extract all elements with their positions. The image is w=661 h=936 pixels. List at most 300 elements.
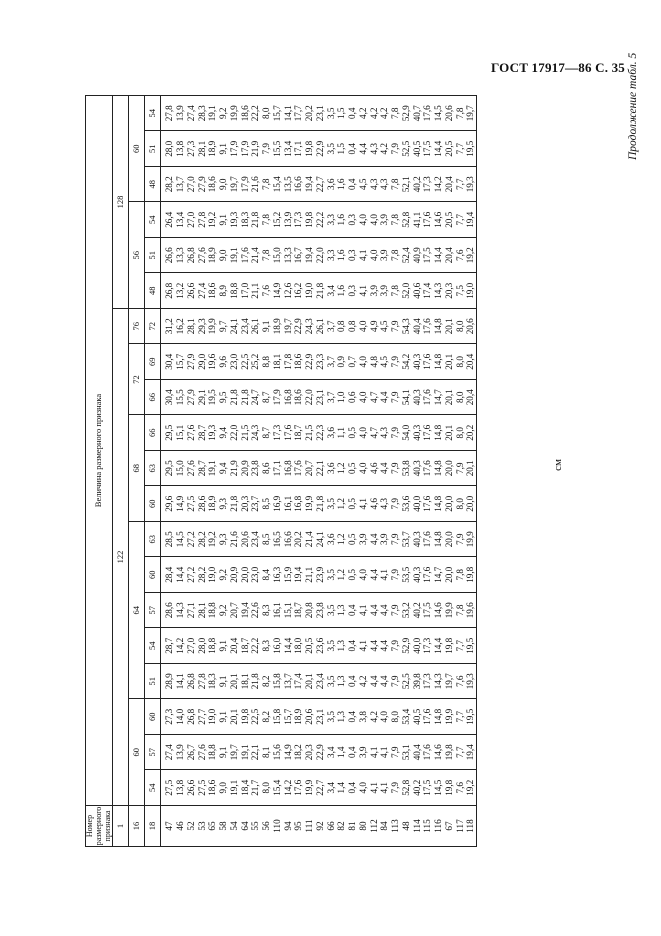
- data-column: [161, 309, 477, 345]
- table-top-caption: Величина размерного признака: [86, 96, 113, 806]
- table-cell: 9,1: [218, 640, 229, 652]
- table-cell: 27,5: [164, 779, 175, 796]
- table-cell: 14,9: [175, 495, 186, 512]
- table-cell: 7,9: [390, 143, 401, 155]
- table-cell: 3,9: [379, 249, 390, 261]
- table-cell: 21,9: [228, 460, 239, 477]
- table-cell: 28,6: [196, 495, 207, 512]
- table-cell: 18,9: [293, 708, 304, 725]
- table-cell: 0,8: [336, 320, 347, 332]
- row-header-title: Номер размерного признака: [85, 806, 112, 846]
- table-cell: 0,9: [336, 356, 347, 368]
- column-header: 60: [145, 699, 161, 735]
- row-number: 95: [293, 821, 304, 831]
- table-cell: 21,8: [250, 673, 261, 690]
- table-cell: 27,8: [164, 105, 175, 122]
- table-cell: 8,9: [218, 285, 229, 297]
- table-cell: 7,8: [454, 569, 465, 581]
- table-cell: 4,3: [379, 427, 390, 439]
- table-cell: 4,9: [368, 320, 379, 332]
- table-cell: 0,4: [347, 143, 358, 155]
- table-cell: 4,4: [368, 640, 379, 652]
- table-cell: 3,4: [325, 285, 336, 297]
- table-cell: 0,5: [347, 498, 358, 510]
- table-cell: 23,7: [250, 495, 261, 512]
- table-cell: 7,9: [390, 427, 401, 439]
- table-cell: 1,5: [336, 143, 347, 155]
- table-cell: 23,1: [314, 389, 325, 406]
- subgroup-128-56: 56: [129, 202, 145, 309]
- table-cell: 8,7: [261, 427, 272, 439]
- table-cell: 4,0: [357, 569, 368, 581]
- table-cell: 17,6: [422, 495, 433, 512]
- table-cell: 19,5: [465, 637, 476, 654]
- row-number-column: [161, 806, 477, 847]
- table-cell: 24,7: [250, 389, 261, 406]
- table-cell: 7,9: [390, 391, 401, 403]
- table-cell: 9,1: [261, 320, 272, 332]
- table-cell: 27,2: [185, 566, 196, 583]
- subgroup-122-60: 60: [129, 699, 145, 806]
- table-cell: 4,2: [379, 143, 390, 155]
- table-cell: 17,0: [239, 282, 250, 299]
- table-cell: 52,1: [400, 176, 411, 193]
- table-cell: 9,3: [218, 498, 229, 510]
- table-cell: 7,9: [390, 462, 401, 474]
- table-cell: 17,6: [239, 247, 250, 264]
- table-cell: 3,9: [368, 285, 379, 297]
- table-cell: 8,0: [454, 498, 465, 510]
- table-cell: 17,9: [239, 176, 250, 193]
- table-cell: 4,2: [368, 107, 379, 119]
- table-cell: 29,6: [164, 495, 175, 512]
- table-cell: 17,6: [422, 318, 433, 335]
- table-cell: 9,1: [218, 675, 229, 687]
- table-cell: 18,8: [228, 282, 239, 299]
- table-cell: 8,6: [261, 462, 272, 474]
- table-cell: 19,4: [304, 176, 315, 193]
- table-cell: 22,0: [304, 389, 315, 406]
- row-number: 48: [400, 821, 411, 831]
- table-cell: 3,3: [325, 214, 336, 226]
- table-cell: 22,1: [314, 460, 325, 477]
- table-cell: 9,4: [218, 462, 229, 474]
- table-cell: 9,1: [218, 746, 229, 758]
- table-cell: 8,7: [261, 391, 272, 403]
- table-cell: 14,5: [433, 779, 444, 796]
- table-cell: 13,2: [175, 282, 186, 299]
- table-cell: 21,8: [314, 495, 325, 512]
- row-number: 53: [196, 821, 207, 831]
- table-cell: 4,1: [379, 782, 390, 794]
- table-cell: 27,0: [185, 211, 196, 228]
- table-cell: 14,3: [433, 282, 444, 299]
- subgroup-122-64: 64: [129, 522, 145, 700]
- table-cell: 4,4: [379, 640, 390, 652]
- table-cell: 27,6: [196, 247, 207, 264]
- table-cell: 53,6: [400, 495, 411, 512]
- table-cell: 20,7: [304, 460, 315, 477]
- table-cell: 7,8: [454, 604, 465, 616]
- table-cell: 17,6: [422, 211, 433, 228]
- table-cell: 19,8: [443, 637, 454, 654]
- table-cell: 0,5: [347, 569, 358, 581]
- table-cell: 27,4: [164, 744, 175, 761]
- table-cell: 23,3: [314, 353, 325, 370]
- table-cell: 40,2: [411, 779, 422, 796]
- table-cell: 20,0: [443, 566, 454, 583]
- table-cell: 21,8: [250, 211, 261, 228]
- table-cell: 18,2: [293, 744, 304, 761]
- table-cell: 19,3: [465, 673, 476, 690]
- table-cell: 18,6: [293, 389, 304, 406]
- table-cell: 53,1: [400, 744, 411, 761]
- table-cell: 19,8: [239, 708, 250, 725]
- table-cell: 27,5: [185, 495, 196, 512]
- table-cell: 7,7: [454, 746, 465, 758]
- table-cell: 17,3: [422, 176, 433, 193]
- table-cell: 23,6: [314, 637, 325, 654]
- table-cell: 21,6: [228, 531, 239, 548]
- table-cell: 23,8: [250, 460, 261, 477]
- table-cell: 3,7: [325, 320, 336, 332]
- table-cell: 15,7: [271, 105, 282, 122]
- table-cell: 23,1: [314, 708, 325, 725]
- table-cell: 24,1: [228, 318, 239, 335]
- table-cell: 4,0: [357, 356, 368, 368]
- table-cell: 28,1: [196, 140, 207, 157]
- data-column: [161, 593, 477, 629]
- table-cell: 19,7: [228, 176, 239, 193]
- table-cell: 14,4: [433, 637, 444, 654]
- table-cell: 14,8: [433, 318, 444, 335]
- table-cell: 20,0: [443, 495, 454, 512]
- table-cell: 4,4: [368, 533, 379, 545]
- table-cell: 19,1: [207, 105, 218, 122]
- table-cell: 7,6: [454, 249, 465, 261]
- table-cell: 21,5: [239, 424, 250, 441]
- table-cell: 19,0: [207, 566, 218, 583]
- table-cell: 4,4: [379, 391, 390, 403]
- table-cell: 0,3: [347, 249, 358, 261]
- table-cell: 19,8: [304, 211, 315, 228]
- table-cell: 14,5: [175, 531, 186, 548]
- table-cell: 53,4: [400, 708, 411, 725]
- table-cell: 28,1: [196, 602, 207, 619]
- table-cell: 3,5: [325, 675, 336, 687]
- table-cell: 27,3: [164, 708, 175, 725]
- row-number: 52: [185, 821, 196, 831]
- subgroup-122-68: 68: [129, 415, 145, 522]
- subgroup-128-60: 60: [129, 96, 145, 203]
- row-number: 92: [314, 821, 325, 831]
- table-cell: 20,4: [465, 353, 476, 370]
- table-cell: 18,8: [207, 744, 218, 761]
- table-cell: 17,6: [422, 460, 433, 477]
- table-cell: 20,1: [443, 424, 454, 441]
- table-cell: 14,4: [282, 637, 293, 654]
- table-cell: 30,4: [164, 353, 175, 370]
- table-cell: 13,8: [175, 140, 186, 157]
- table-cell: 4,3: [379, 178, 390, 190]
- table-cell: 19,9: [207, 318, 218, 335]
- table-cell: 40,6: [411, 282, 422, 299]
- data-column: [161, 131, 477, 167]
- table-cell: 29,5: [164, 424, 175, 441]
- table-cell: 7,8: [454, 107, 465, 119]
- table-cell: 0,4: [347, 746, 358, 758]
- table-cell: 52,9: [400, 637, 411, 654]
- column-header: 51: [145, 238, 161, 274]
- table-cell: 14,5: [433, 105, 444, 122]
- row-number: 114: [411, 819, 422, 833]
- table-cell: 28,4: [164, 566, 175, 583]
- table-cell: 3,6: [325, 462, 336, 474]
- table-cell: 0,6: [347, 391, 358, 403]
- table-cell: 52,4: [400, 247, 411, 264]
- table-cell: 28,9: [164, 673, 175, 690]
- table-cell: 13,3: [175, 247, 186, 264]
- table-cell: 0,4: [347, 711, 358, 723]
- table-cell: 26,6: [185, 282, 196, 299]
- table-cell: 19,3: [207, 424, 218, 441]
- table-cell: 3,5: [325, 640, 336, 652]
- table-cell: 14,9: [271, 282, 282, 299]
- table-cell: 17,8: [282, 353, 293, 370]
- table-cell: 18,3: [239, 211, 250, 228]
- table-cell: 4,1: [357, 249, 368, 261]
- table-cell: 21,4: [250, 247, 261, 264]
- table-cell: 21,1: [304, 566, 315, 583]
- table-cell: 3,4: [325, 746, 336, 758]
- row-number: 67: [443, 821, 454, 831]
- table-cell: 19,6: [465, 602, 476, 619]
- table-cell: 4,4: [357, 143, 368, 155]
- table-cell: 14,6: [433, 744, 444, 761]
- table-cell: 26,1: [250, 318, 261, 335]
- table-cell: 22,5: [250, 708, 261, 725]
- table-cell: 22,5: [239, 353, 250, 370]
- table-cell: 14,7: [433, 389, 444, 406]
- table-cell: 15,1: [175, 424, 186, 441]
- page-header: ГОСТ 17917—86 С. 35: [491, 60, 625, 75]
- table-cell: 22,0: [228, 424, 239, 441]
- table-cell: 3,6: [325, 178, 336, 190]
- table-cell: 4,2: [368, 711, 379, 723]
- table-cell: 17,5: [422, 140, 433, 157]
- table-cell: 27,8: [196, 673, 207, 690]
- table-cell: 8,8: [261, 356, 272, 368]
- table-cell: 14,0: [175, 708, 186, 725]
- table-cell: 19,1: [228, 247, 239, 264]
- table-cell: 18,7: [239, 637, 250, 654]
- table-cell: 27,0: [185, 637, 196, 654]
- table-cell: 20,5: [304, 637, 315, 654]
- table-cell: 18,8: [207, 637, 218, 654]
- table-cell: 21,5: [304, 424, 315, 441]
- data-column: [161, 96, 477, 132]
- table-cell: 53,5: [400, 566, 411, 583]
- table-cell: 7,9: [454, 462, 465, 474]
- table-cell: 29,3: [196, 318, 207, 335]
- table-cell: 0,4: [347, 640, 358, 652]
- table-cell: 21,8: [314, 282, 325, 299]
- table-cell: 7,9: [390, 604, 401, 616]
- data-column: [161, 628, 477, 664]
- row-number: 80: [357, 821, 368, 831]
- table-cell: 16,7: [293, 247, 304, 264]
- table-cell: 22,7: [314, 779, 325, 796]
- table-cell: 17,6: [422, 708, 433, 725]
- table-cell: 29,0: [196, 353, 207, 370]
- table-cell: 4,1: [368, 782, 379, 794]
- table-cell: 23,1: [314, 105, 325, 122]
- table-cell: 19,8: [443, 744, 454, 761]
- table-cell: 16,8: [282, 389, 293, 406]
- table-cell: 14,8: [433, 424, 444, 441]
- table-cell: 3,4: [325, 782, 336, 794]
- table-cell: 7,9: [390, 640, 401, 652]
- table-cell: 20,5: [443, 211, 454, 228]
- table-cell: 19,1: [228, 779, 239, 796]
- column-header: 51: [145, 131, 161, 167]
- table-cell: 1,4: [336, 782, 347, 794]
- table-cell: 21,9: [250, 140, 261, 157]
- table-cell: 27,8: [196, 211, 207, 228]
- table-cell: 14,6: [433, 211, 444, 228]
- table-cell: 26,1: [314, 318, 325, 335]
- table-cell: 7,8: [261, 214, 272, 226]
- table-cell: 20,3: [304, 744, 315, 761]
- table-cell: 8,3: [261, 604, 272, 616]
- table-cell: 9,0: [218, 178, 229, 190]
- table-cell: 7,9: [390, 498, 401, 510]
- data-column: [161, 451, 477, 487]
- table-cell: 7,9: [390, 356, 401, 368]
- table-cell: 23,4: [239, 318, 250, 335]
- table-cell: 17,6: [422, 566, 433, 583]
- table-cell: 4,3: [379, 498, 390, 510]
- table-cell: 16,9: [271, 495, 282, 512]
- data-column: [161, 415, 477, 451]
- table-cell: 16,3: [271, 566, 282, 583]
- table-cell: 7,9: [390, 675, 401, 687]
- row-number: 56: [261, 821, 272, 831]
- table-cell: 19,9: [228, 105, 239, 122]
- table-cell: 26,6: [164, 247, 175, 264]
- table-cell: 23,9: [314, 566, 325, 583]
- table-cell: 3,5: [325, 498, 336, 510]
- table-cell: 4,0: [357, 427, 368, 439]
- table-cell: 18,1: [239, 673, 250, 690]
- table-cell: 8,2: [261, 711, 272, 723]
- table-cell: 25,2: [250, 353, 261, 370]
- table-cell: 24,3: [250, 424, 261, 441]
- table-cell: 14,2: [282, 779, 293, 796]
- row-header-sub-2: 16: [129, 806, 145, 847]
- column-header: 51: [145, 664, 161, 700]
- table-cell: 4,0: [357, 782, 368, 794]
- table-cell: 4,4: [379, 675, 390, 687]
- data-column: [161, 273, 477, 309]
- table-cell: 1,2: [336, 498, 347, 510]
- table-cell: 17,3: [293, 211, 304, 228]
- table-cell: 18,1: [271, 353, 282, 370]
- table-cell: 18,0: [293, 637, 304, 654]
- table-cell: 26,8: [164, 282, 175, 299]
- table-cell: 0,4: [347, 604, 358, 616]
- table-cell: 19,5: [465, 140, 476, 157]
- table-cell: 4,0: [357, 320, 368, 332]
- table-cell: 54,2: [400, 353, 411, 370]
- table-cell: 8,0: [261, 782, 272, 794]
- table-cell: 28,2: [196, 531, 207, 548]
- table-cell: 19,9: [304, 495, 315, 512]
- table-cell: 4,5: [357, 178, 368, 190]
- table-cell: 26,8: [185, 247, 196, 264]
- row-number: 46: [175, 821, 186, 831]
- table-cell: 19,9: [304, 779, 315, 796]
- table-cell: 21,1: [250, 282, 261, 299]
- table-cell: 24,3: [304, 318, 315, 335]
- table-cell: 14,4: [175, 566, 186, 583]
- table-cell: 14,4: [433, 247, 444, 264]
- table-cell: 4,0: [379, 711, 390, 723]
- table-cell: 20,1: [443, 318, 454, 335]
- table-cell: 19,7: [282, 318, 293, 335]
- table-cell: 7,9: [454, 533, 465, 545]
- table-cell: 16,1: [271, 602, 282, 619]
- table-cell: 22,9: [304, 353, 315, 370]
- table-cell: 23,0: [250, 566, 261, 583]
- table-cell: 3,9: [357, 533, 368, 545]
- table-cell: 15,8: [271, 708, 282, 725]
- table-cell: 4,0: [357, 391, 368, 403]
- table-cell: 0,5: [347, 533, 358, 545]
- table-cell: 17,6: [422, 353, 433, 370]
- table-cell: 9,1: [218, 711, 229, 723]
- table-cell: 4,4: [368, 569, 379, 581]
- table-cell: 22,2: [250, 637, 261, 654]
- table-cell: 3,9: [357, 746, 368, 758]
- table-cell: 26,8: [185, 708, 196, 725]
- table-cell: 27,5: [196, 779, 207, 796]
- table-cell: 7,8: [261, 178, 272, 190]
- table-cell: 19,6: [207, 353, 218, 370]
- column-header: 72: [145, 309, 161, 345]
- table-cell: 40,3: [411, 531, 422, 548]
- table-cell: 20,9: [239, 460, 250, 477]
- table-cell: 27,0: [185, 176, 196, 193]
- table-cell: 14,9: [282, 744, 293, 761]
- measurement-table: [85, 95, 605, 847]
- table-cell: 17,7: [293, 105, 304, 122]
- table-cell: 17,9: [271, 389, 282, 406]
- table-cell: 40,9: [411, 247, 422, 264]
- table-cell: 22,9: [314, 744, 325, 761]
- table-cell: 7,8: [390, 178, 401, 190]
- table-cell: 15,5: [175, 389, 186, 406]
- table-cell: 14,4: [433, 140, 444, 157]
- table-cell: 15,7: [175, 353, 186, 370]
- table-cell: 4,2: [357, 675, 368, 687]
- table-cell: 4,4: [379, 462, 390, 474]
- table-cell: 17,6: [422, 744, 433, 761]
- table-cell: 16,5: [271, 531, 282, 548]
- data-column: [161, 557, 477, 593]
- table-cell: 20,9: [228, 566, 239, 583]
- table-cell: 29,1: [196, 389, 207, 406]
